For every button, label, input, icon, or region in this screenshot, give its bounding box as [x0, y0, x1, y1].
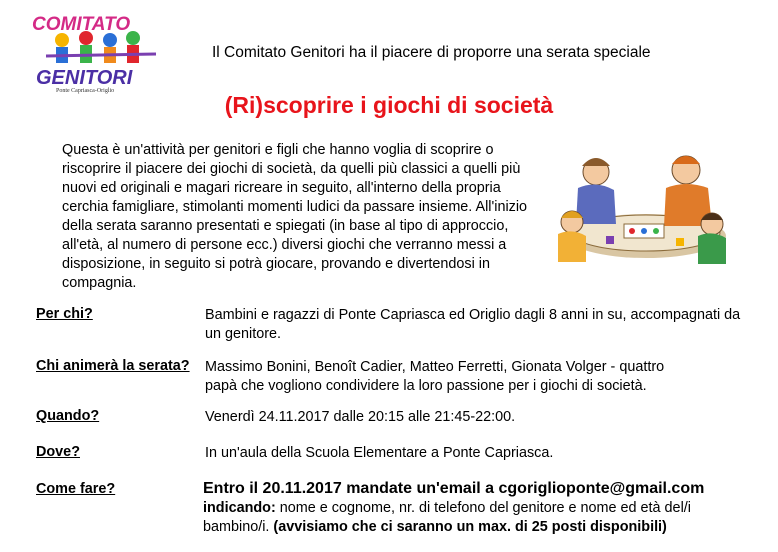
family-board-game-illustration — [536, 140, 746, 270]
label-dove: Dove? — [36, 444, 80, 460]
logo-subtitle: Ponte Capriasca-Origlio — [56, 88, 115, 94]
label-quando: Quando? — [36, 408, 100, 424]
description-paragraph: Questa è un'attività per genitori e figli che hanno voglia di scoprire o riscoprire il piacere dei giochi di società, da quelli più classici a quelli più nuovi ed originali e magari ricreare in seguito, all'interno della propria cerchia famigliare, stimolanti momenti ludici da passare insieme. All'inizio della serata saranno presentati e spiegati (in base al tipo di approccio, all'età, al numero di persone ecc.) diversi giochi che verranno messi a disposizione, in seguito si potrà giocare, provando e divertendosi in compagnia. — [62, 142, 528, 291]
value-chi-animera — [205, 358, 675, 396]
label-come-fare: Come fare? — [36, 481, 116, 497]
label-chi-animera: Chi animerà la serata? — [36, 358, 190, 374]
come-fare-note: (avvisiamo che ci saranno un max. di 25 posti disponibili) — [273, 519, 667, 535]
come-fare-indicando: indicando: — [203, 500, 276, 516]
logo-text-genitori: GENITORI — [36, 67, 133, 89]
value-come-fare-details — [203, 499, 703, 537]
logo-text-comitato: COMITATO — [32, 14, 131, 35]
value-per-chi: Bambini e ragazzi di Ponte Capriasca ed Origlio dagli 8 anni in su, accompagnati da un genitore. — [205, 307, 741, 342]
chi-animera-text: Massimo Bonini, Benoît Cadier, Matteo Ferretti, Gionata Volger - quattro papà che vogliono condividere la loro passione per i giochi di società. — [205, 359, 665, 394]
label-per-chi: Per chi? — [36, 306, 93, 322]
value-come-fare-headline: Entro il 20.11.2017 mandate un'email a cgoriglioponte@gmail.com — [203, 480, 705, 497]
page-title: (Ri)scoprire i giochi di società — [224, 92, 554, 118]
comitato-genitori-logo — [28, 10, 162, 100]
value-dove: In un'aula della Scuola Elementare a Ponte Capriasca. — [205, 445, 554, 461]
come-fare-details-text: nome e cognome, nr. di telefono del genitore e nome ed età del/i bambino/i. — [203, 500, 691, 535]
value-quando: Venerdì 24.11.2017 dalle 20:15 alle 21:45-22:00. — [205, 409, 516, 425]
intro-text: Il Comitato Genitori ha il piacere di proporre una serata speciale — [212, 44, 651, 61]
